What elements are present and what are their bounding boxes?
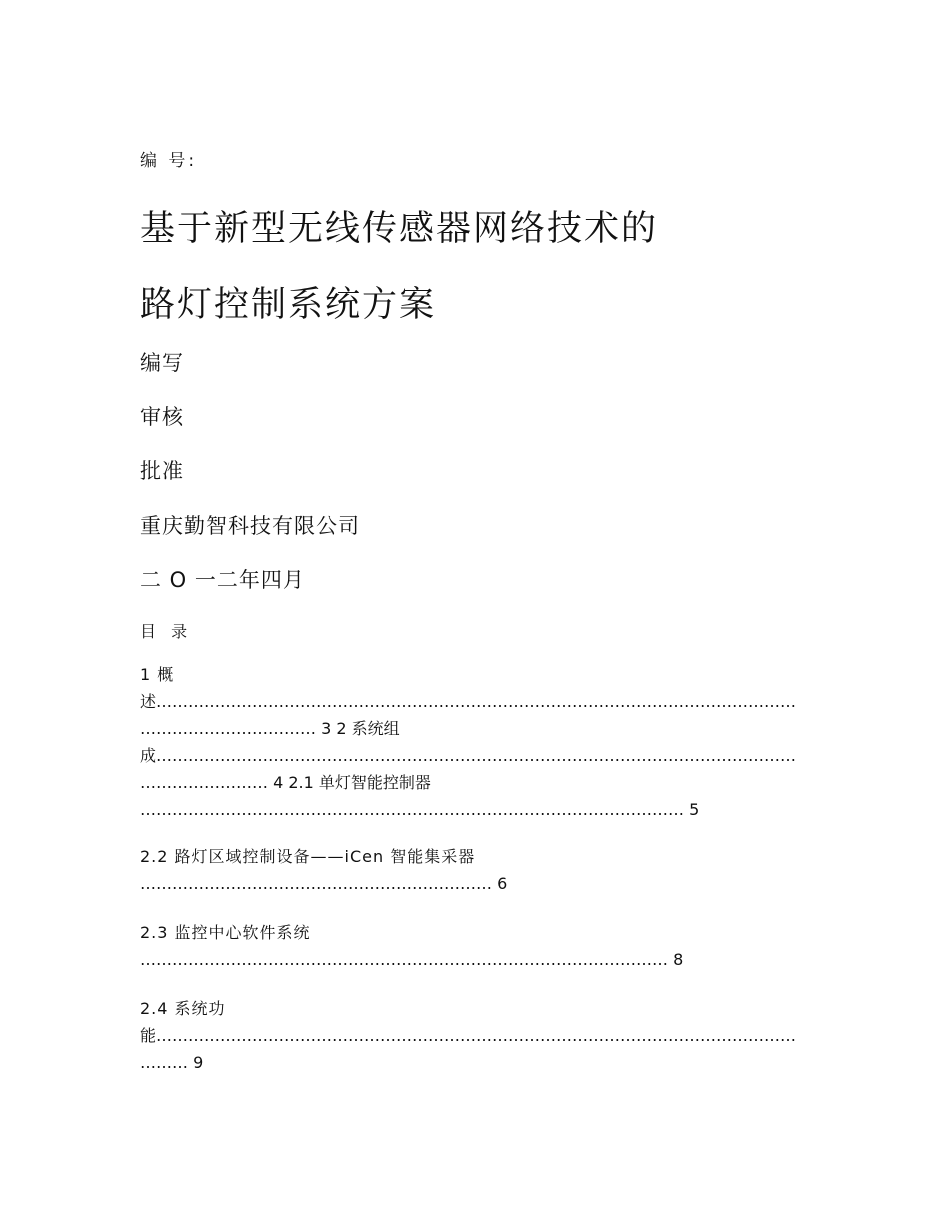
toc-line: 成…………………………………………………………………………………………………………: [140, 746, 796, 765]
toc-line: 2.2 路灯区域控制设备——iCen 智能集采器: [140, 847, 476, 866]
toc-line: 能…………………………………………………………………………………………………………: [140, 1026, 796, 1045]
approved-by-label: 批准: [140, 459, 184, 483]
toc-line: …………………………… 3 2 系统组: [140, 719, 400, 738]
company-name: 重庆勤智科技有限公司: [140, 514, 360, 538]
toc-block-1: [140, 661, 810, 823]
toc-line: 2.4 系统功: [140, 999, 226, 1018]
prepared-by-label: 编写: [140, 351, 184, 375]
toc-line: ……… 9: [140, 1053, 204, 1072]
toc-line: …………………… 4 2.1 单灯智能控制器: [140, 773, 431, 792]
toc-block-4: [140, 995, 810, 1076]
toc-line: ………………………………………………………………………………………… 5: [140, 800, 700, 819]
document-date: 二 O 一二年四月: [140, 568, 305, 592]
toc-line: 述…………………………………………………………………………………………………………: [140, 692, 796, 711]
toc-heading: 目 录: [140, 622, 193, 641]
document-title-line-2: 路灯控制系统方案: [140, 285, 437, 325]
toc-line: 1 概: [140, 665, 175, 684]
document-title-line-1: 基于新型无线传感器网络技术的: [140, 209, 659, 249]
toc-line: ………………………………………………………… 6: [140, 874, 508, 893]
toc-block-2: [140, 843, 810, 897]
toc-line: 2.3 监控中心软件系统: [140, 923, 311, 942]
toc-line: ……………………………………………………………………………………… 8: [140, 950, 684, 969]
toc-block-3: [140, 919, 810, 973]
document-number-label: 编 号:: [140, 151, 198, 171]
reviewed-by-label: 审核: [140, 405, 184, 429]
